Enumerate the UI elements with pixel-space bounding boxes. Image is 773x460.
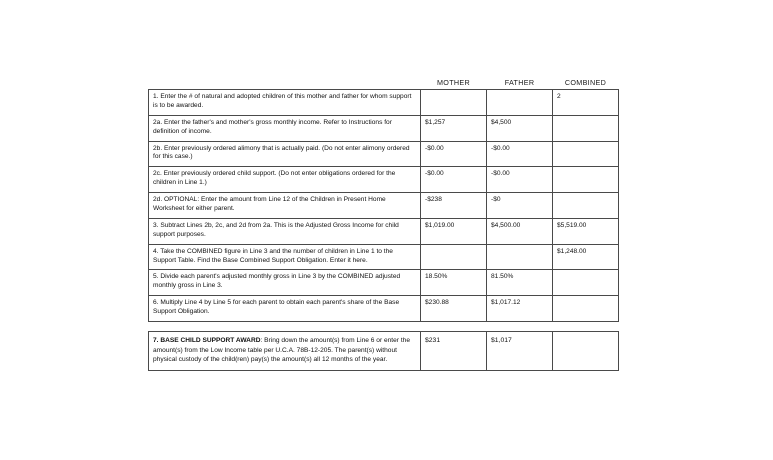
row-description: 2d. OPTIONAL: Enter the amount from Line 12 of the Children in Present Home Worksheet for either parent. [149,193,421,219]
row-combined-value [553,193,619,219]
column-header-blank [149,78,421,90]
worksheet-award-table [148,331,619,371]
column-header-combined: COMBINED [564,78,607,87]
row-description: 6. Multiply Line 4 by Line 5 for each parent to obtain each parent's share of the Base Support Obligation. [149,296,421,322]
table-row [149,141,619,167]
row-father-value [487,244,553,270]
row-father-value: -$0.00 [487,167,553,193]
row-description: 2a. Enter the father's and mother's gross monthly income. Refer to Instructions for definition of income. [149,115,421,141]
row-combined-value [553,167,619,193]
row-mother-value: -$238 [421,193,487,219]
table-row [149,193,619,219]
row-father-value: 81.50% [487,270,553,296]
table-row [149,244,619,270]
row-combined-value: $1,248.00 [553,244,619,270]
row-father-value: $4,500 [487,115,553,141]
row-mother-value [421,244,487,270]
row-mother-value [421,90,487,116]
table-row [149,167,619,193]
table-row [149,296,619,322]
child-support-worksheet [148,78,618,371]
row-combined-value [553,141,619,167]
row-mother-value: $230.88 [421,296,487,322]
row-description: 3. Subtract Lines 2b, 2c, and 2d from 2a. This is the Adjusted Gross Income for child support purposes. [149,218,421,244]
row-combined-value [553,296,619,322]
award-description [149,332,421,371]
row-father-value: -$0 [487,193,553,219]
table-row [149,270,619,296]
award-father-value: $1,017 [487,332,553,371]
table-row [149,115,619,141]
row-mother-value: 18.50% [421,270,487,296]
row-father-value: $4,500.00 [487,218,553,244]
row-combined-value: $5,519.00 [553,218,619,244]
award-label: 7. BASE CHILD SUPPORT AWARD [153,337,261,345]
row-combined-value: 2 [553,90,619,116]
row-mother-value: $1,257 [421,115,487,141]
award-mother-value: $231 [421,332,487,371]
row-description: 2c. Enter previously ordered child support. (Do not enter obligations ordered for the children in Line 1.) [149,167,421,193]
award-description-text: : Bring down the amount(s) from Line 6 or enter the amount(s) from the Low Income table per U.C.A. 78B-12-205. The parent(s) without physical custody of the child(ren) pay(s) the amount(s) all 12 months of the year. [153,337,411,364]
row-father-value [487,90,553,116]
row-description: 4. Take the COMBINED figure in Line 3 and the number of children in Line 1 to the Support Table. Find the Base Combined Support Obligation. Enter it here. [149,244,421,270]
table-header-row [149,78,619,90]
row-description: 5. Divide each parent's adjusted monthly gross in Line 3 by the COMBINED adjusted monthly gross in Line 3. [149,270,421,296]
column-header-mother: MOTHER [437,78,470,87]
column-header-father: FATHER [504,78,535,87]
row-description: 2b. Enter previously ordered alimony that is actually paid. (Do not enter alimony ordered for this case.) [149,141,421,167]
row-father-value: -$0.00 [487,141,553,167]
table-row [149,90,619,116]
worksheet-main-table [148,78,619,322]
row-description: 1. Enter the # of natural and adopted children of this mother and father for whom support is to be awarded. [149,90,421,116]
table-row-award [149,332,619,371]
row-mother-value: $1,019.00 [421,218,487,244]
row-mother-value: -$0.00 [421,141,487,167]
row-combined-value [553,115,619,141]
row-mother-value: -$0.00 [421,167,487,193]
table-row [149,218,619,244]
row-combined-value [553,270,619,296]
row-father-value: $1,017.12 [487,296,553,322]
award-combined-value [553,332,619,371]
